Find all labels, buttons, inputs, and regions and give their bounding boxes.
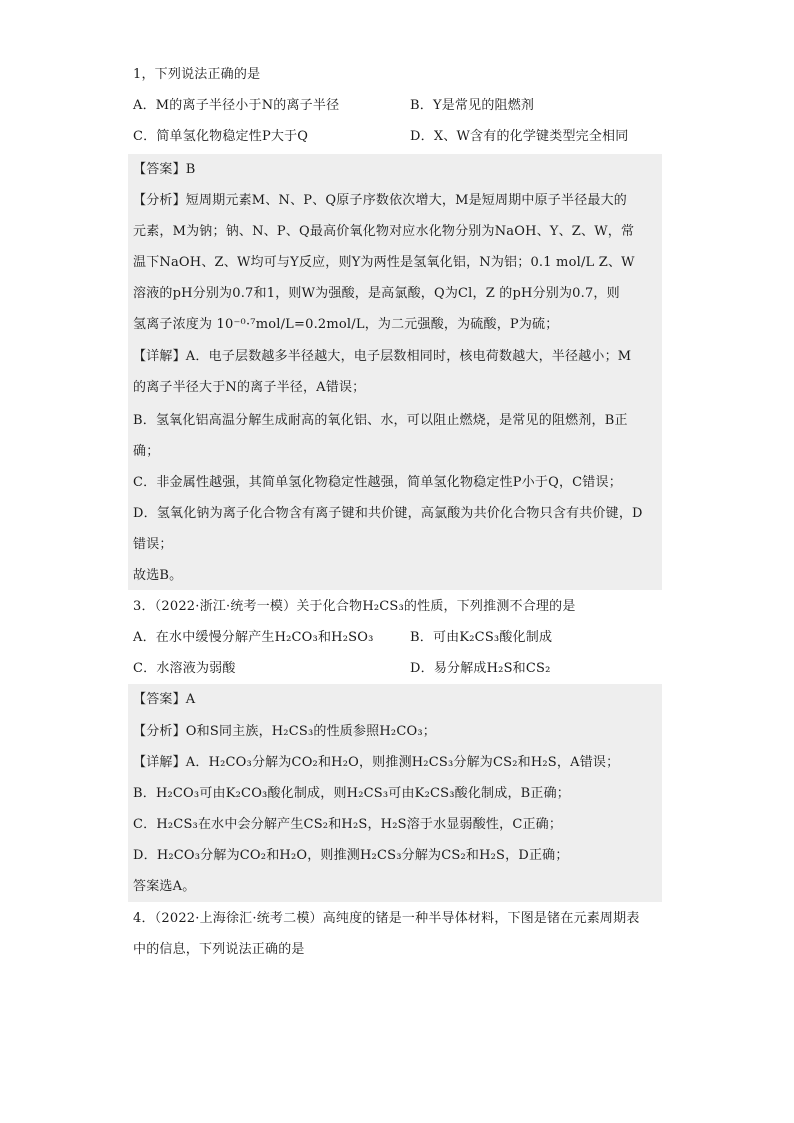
q1-stem: 1，下列说法正确的是 [133, 67, 261, 82]
q1-option-a: A．M的离子半径小于N的离子半径 [133, 98, 340, 113]
q3-option-a: A．在水中缓慢分解产生H₂CO₃和H₂SO₃ [133, 630, 374, 645]
q1-detail-line-3: B．氢氧化铝高温分解生成耐高的氧化铝、水，可以阻止燃烧，是常见的阻燃剂，B正 [133, 413, 628, 428]
q1-option-b: B．Y是常见的阻燃剂 [410, 98, 535, 113]
q3-option-d: D．易分解成H₂S和CS₂ [410, 661, 551, 676]
q3-detail-line-2: B．H₂CO₃可由K₂CO₃酸化制成，则H₂CS₃可由K₂CS₃酸化制成，B正确； [133, 786, 571, 801]
q3-analysis: 【分析】O和S同主族，H₂CS₃的性质参照H₂CO₃； [133, 724, 436, 739]
q1-option-d: D．X、W含有的化学键类型完全相同 [410, 129, 629, 144]
q3-detail-line-3: C．H₂CS₃在水中会分解产生CS₂和H₂S，H₂S溶于水显弱酸性，C正确； [133, 817, 563, 832]
q1-detail-line-7: 错误； [133, 537, 173, 552]
q4-stem-line-1: 4．（2022·上海徐汇·统考二模）高纯度的锗是一种半导体材料，下图是锗在元素周期表 [133, 911, 640, 926]
q1-detail-line-1: 【详解】A．电子层数越多半径越大，电子层数相同时，核电荷数越大，半径越小；M [133, 349, 632, 364]
q1-analysis-line-5: 氢离子浓度为 10⁻⁰·⁷mol/L=0.2mol/L，为二元强酸，为硫酸，P为硫； [133, 317, 559, 332]
q1-analysis-line-1: 【分析】短周期元素M、N、P、Q原子序数依次增大，M是短周期中原子半径最大的 [133, 193, 628, 208]
q1-detail-line-4: 确； [133, 444, 160, 459]
q1-detail-line-8: 故选B。 [133, 568, 183, 583]
q1-detail-line-2: 的离子半径大于N的离子半径，A错误； [133, 380, 366, 395]
q3-detail-line-1: 【详解】A．H₂CO₃分解为CO₂和H₂O，则推测H₂CS₃分解为CS₂和H₂S，A错误； [133, 755, 620, 770]
q1-detail-line-6: D．氢氧化钠为离子化合物含有离子键和共价键，高氯酸为共价化合物只含有共价键，D [133, 506, 643, 521]
q1-analysis-line-4: 溶液的pH分别为0.7和1，则W为强酸，是高氯酸，Q为Cl，Z 的pH分别为0.7，则 [133, 286, 620, 301]
q3-answer: 【答案】A [133, 692, 196, 707]
q1-analysis-line-3: 温下NaOH、Z、W均可与Y反应，则Y为两性是氢氧化铝，N为铝；0.1 mol/L Z、W [133, 255, 635, 270]
q1-detail-line-5: C．非金属性越强，其简单氢化物稳定性越强，简单氢化物稳定性P小于Q，C错误； [133, 475, 622, 490]
q3-option-c: C．水溶液为弱酸 [133, 661, 236, 676]
q1-answer: 【答案】B [133, 162, 196, 177]
q1-option-c: C．简单氢化物稳定性P大于Q [133, 129, 309, 144]
q3-detail-line-5: 答案选A。 [133, 879, 196, 894]
q1-analysis-line-2: 元素，M为钠；钠、N、P、Q最高价氧化物对应水化物分别为NaOH、Y、Z、W，常 [133, 224, 635, 239]
q3-detail-line-4: D．H₂CO₃分解为CO₂和H₂O，则推测H₂CS₃分解为CS₂和H₂S，D正确； [133, 848, 569, 863]
q3-option-b: B．可由K₂CS₃酸化制成 [410, 630, 553, 645]
q3-stem: 3．（2022·浙江·统考一模）关于化合物H₂CS₃的性质，下列推测不合理的是 [133, 599, 576, 614]
q4-stem-line-2: 中的信息，下列说法正确的是 [133, 942, 305, 957]
